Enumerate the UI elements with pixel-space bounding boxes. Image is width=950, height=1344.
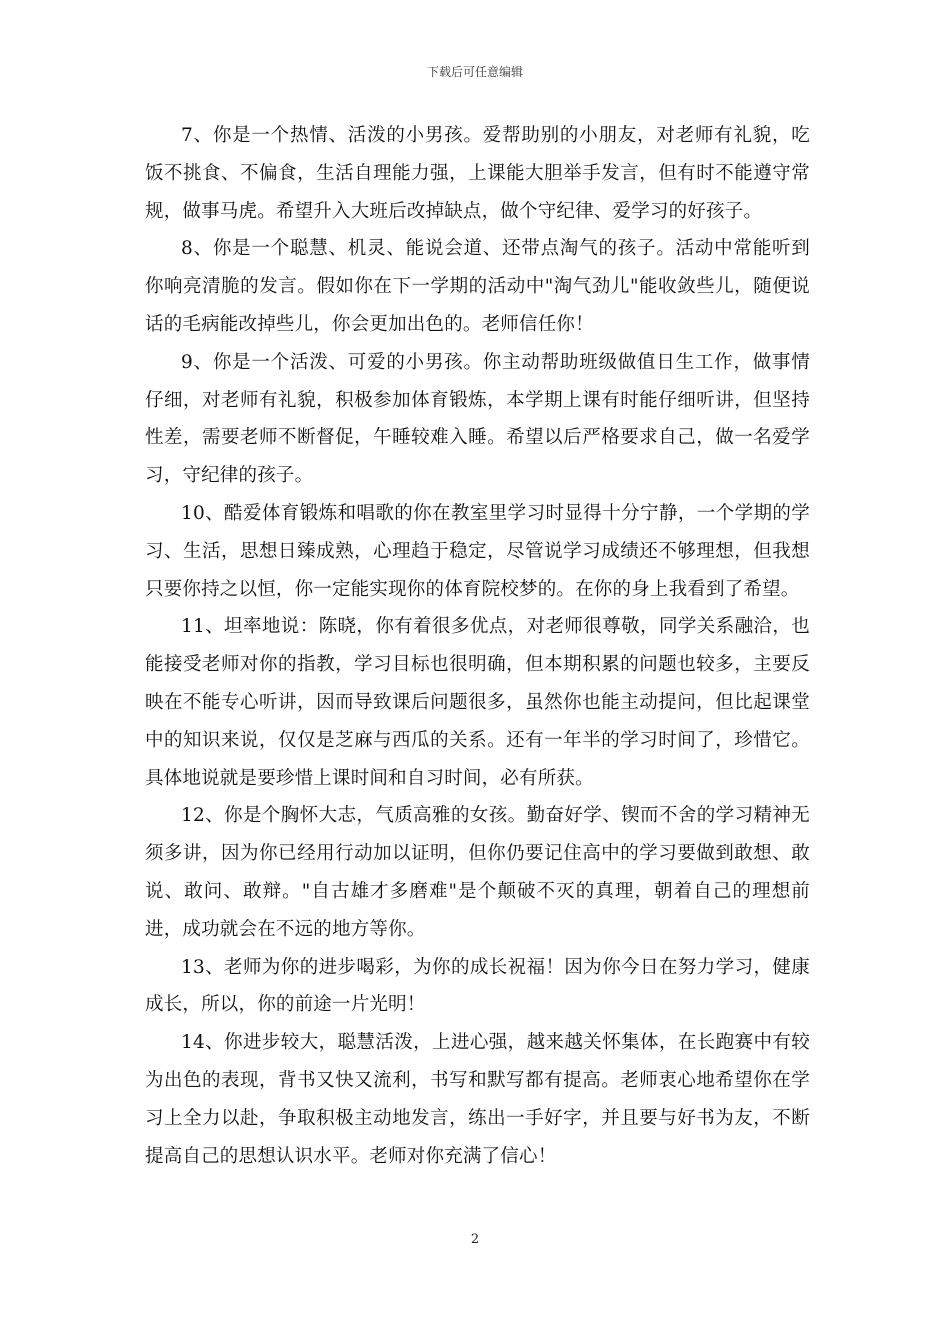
comment-paragraph-7: 7、你是一个热情、活泼的小男孩。爱帮助别的小朋友，对老师有礼貌，吃饭不挑食、不偏食，生活自理能力强，上课能大胆举手发言，但有时不能遵守常规，做事马虎。希望升入大班后改掉缺点，做个守纪律、爱学习的好孩子。	[145, 125, 810, 222]
comment-paragraph-14: 14、你进步较大，聪慧活泼，上进心强，越来越关怀集体，在长跑赛中有较为出色的表现，背书又快又流利，书写和默写都有提高。老师衷心地希望你在学习上全力以赴，争取积极主动地发言，练出一手好字，并且要与好书为友，不断提高自己的思想认识水平。老师对你充满了信心！	[145, 1032, 810, 1167]
comment-paragraph-9: 9、你是一个活泼、可爱的小男孩。你主动帮助班级做值日生工作，做事情仔细，对老师有礼貌，积极参加体育锻炼，本学期上课有时能仔细听讲，但坚持性差，需要老师不断督促，午睡较难入睡。希望以后严格要求自己，做一名爱学习，守纪律的孩子。	[145, 351, 810, 487]
page-header: 下载后可任意编辑	[426, 65, 523, 79]
comment-paragraph-8: 8、你是一个聪慧、机灵、能说会道、还带点淘气的孩子。活动中常能听到你响亮清脆的发言。假如你在下一学期的活动中"淘气劲儿"能收敛些儿，随便说话的毛病能改掉些儿，你会更加出色的。老师信任你！	[145, 238, 810, 335]
comment-paragraph-11: 11、坦率地说：陈晓，你有着很多优点，对老师很尊敬，同学关系融洽，也能接受老师对你的指教，学习目标也很明确，但本期积累的问题也较多，主要反映在不能专心听讲，因而导致课后问题很多，虽然你也能主动提问，但比起课堂中的知识来说，仅仅是芝麻与西瓜的关系。还有一年半的学习时间了，珍惜它。具体地说就是要珍惜上课时间和自习时间，必有所获。	[145, 616, 810, 789]
document-body	[145, 117, 810, 1175]
comment-paragraph-13: 13、老师为你的进步喝彩，为你的成长祝福！因为你今日在努力学习，健康成长，所以，你的前途一片光明！	[145, 956, 810, 1016]
comment-paragraph-12: 12、你是个胸怀大志，气质高雅的女孩。勤奋好学、锲而不舍的学习精神无须多讲，因为你已经用行动加以证明，但你仍要记住高中的学习要做到敢想、敢说、敢问、敢辩。"自古雄才多磨难"是个颠破不灭的真理，朝着自己的理想前进，成功就会在不远的地方等你。	[145, 805, 810, 940]
comment-paragraph-10: 10、酷爱体育锻炼和唱歌的你在教室里学习时显得十分宁静，一个学期的学习、生活，思想日臻成熟，心理趋于稳定，尽管说学习成绩还不够理想，但我想只要你持之以恒，你一定能实现你的体育院校梦的。在你的身上我看到了希望。	[145, 502, 810, 600]
page-number: 2	[470, 1232, 480, 1247]
